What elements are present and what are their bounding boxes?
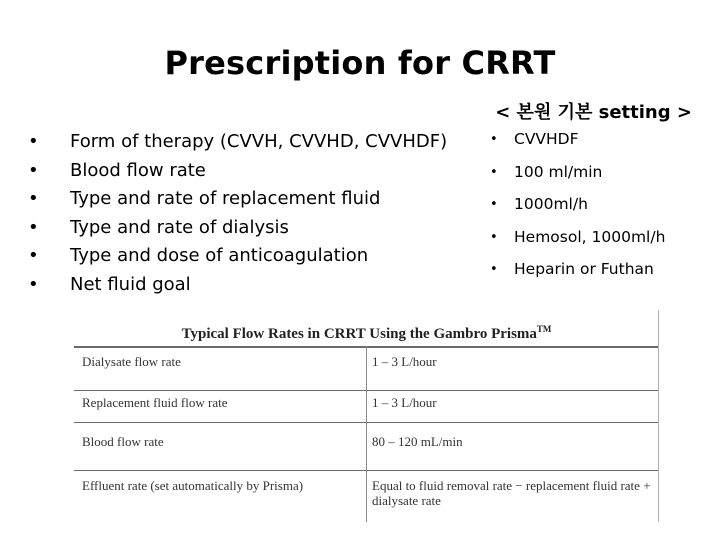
list-item [28,242,447,271]
bullet-icon: • [490,132,498,147]
list-item-text: Type and dose of anticoagulation [70,245,369,266]
bullet-icon: • [490,164,498,180]
bullet-icon: • [28,159,39,181]
table-column-divider [366,346,367,522]
list-item-text: Heparin or Futhan [514,260,654,278]
table-border [658,310,659,522]
list-item [28,157,447,186]
table-cell: Effluent rate (set automatically by Prisma) [82,478,304,493]
list-item-text: 100 ml/min [514,162,603,181]
slide-title: Prescription for CRRT [164,44,556,82]
list-item [490,228,665,261]
list-item [490,163,665,196]
bullet-icon: • [490,229,498,245]
requirements-list [28,128,447,299]
table-cell: Equal to fluid removal rate − replacement fluid rate + dialysate rate [372,478,651,508]
list-item-text: CVVHDF [514,130,579,148]
list-item [490,130,665,163]
list-item [490,195,665,228]
bullet-icon: • [28,131,39,152]
table-cell: 1 – 3 L/hour [372,395,437,410]
list-item-text: Type and rate of dialysis [70,216,289,238]
table-cell: Dialysate flow rate [82,354,181,369]
bullet-icon: • [490,262,498,277]
bullet-icon: • [28,216,39,238]
list-item-text: Hemosol, 1000ml/h [514,227,666,246]
table-cell: Blood flow rate [82,434,164,449]
table-title-text: Typical Flow Rates in CRRT Using the Gambro Prisma [181,326,537,342]
flow-rates-table [74,310,659,522]
list-item-text: Blood flow rate [70,159,206,181]
table-cell: Replacement fluid flow rate [82,395,228,410]
list-item-text: 1000ml/h [514,195,588,213]
list-item [28,214,447,243]
trademark-mark: TM [536,324,552,334]
bullet-icon: • [28,188,39,209]
bullet-icon: • [28,245,39,266]
slide-subtitle: < 본원 기본 setting > [495,102,692,123]
bullet-icon: • [28,273,39,295]
list-item-text: Type and rate of replacement fluid [70,188,381,209]
list-item [28,185,447,214]
list-item-text: Net fluid goal [70,273,191,295]
table-cell: 80 – 120 mL/min [372,434,463,449]
settings-list [490,130,665,293]
table-cell: 1 – 3 L/hour [372,354,437,369]
bullet-icon: • [490,197,498,212]
list-item [28,271,447,300]
table-title [74,324,659,343]
list-item [490,260,665,293]
list-item-text: Form of therapy (CVVH, CVVHD, CVVHDF) [70,131,448,152]
list-item [28,128,447,157]
